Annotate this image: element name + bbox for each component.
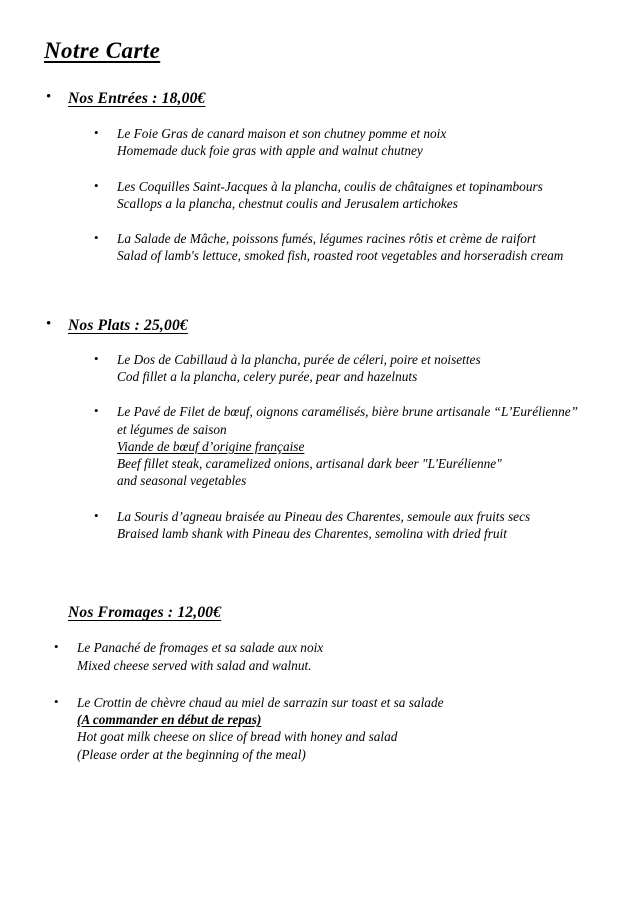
bullet-icon: • bbox=[94, 230, 99, 246]
page-title: Notre Carte bbox=[44, 38, 161, 63]
item-line-en: Scallops a la plancha, chestnut coulis and Jerusalem artichokes bbox=[117, 195, 458, 211]
menu-item bbox=[50, 639, 600, 674]
item-line-fr: Le Foie Gras de canard maison et son chutney pomme et noix bbox=[117, 126, 447, 141]
section-heading-entrees-text: Nos Entrées : 18,00€ bbox=[68, 90, 206, 107]
item-line-fr: Les Coquilles Saint-Jacques à la plancha, coulis de châtaignes et topinambours bbox=[117, 178, 543, 194]
bullet-icon: • bbox=[94, 507, 99, 523]
menu-item bbox=[50, 694, 600, 763]
item-line-fr: Le Dos de Cabillaud à la plancha, purée de céleri, poire et noisettes bbox=[117, 351, 481, 367]
section-heading-fromages bbox=[38, 604, 600, 622]
bullet-icon: • bbox=[46, 89, 52, 105]
item-line-order-note-fr: (A commander en début de repas) bbox=[77, 712, 262, 728]
item-line-fr: Le Crottin de chèvre chaud au miel de sarrazin sur toast et sa salade bbox=[77, 694, 444, 710]
item-line-en: Beef fillet steak, caramelized onions, artisanal dark beer "L'Eurélienne" bbox=[117, 456, 502, 472]
menu-item bbox=[90, 230, 600, 265]
section-heading-fromages-text: Nos Fromages : 12,00€ bbox=[68, 604, 222, 622]
item-line-fr-cont: et légumes de saison bbox=[117, 421, 227, 437]
item-line-fr: La Souris d’agneau braisée au Pineau des Charentes, semoule aux fruits secs bbox=[117, 508, 531, 524]
bullet-icon: • bbox=[94, 177, 99, 193]
item-line-fr: La Salade de Mâche, poissons fumés, légumes racines rôtis et crème de raifort bbox=[117, 231, 536, 247]
menu-item bbox=[90, 125, 600, 160]
bullet-icon: • bbox=[94, 350, 99, 366]
menu-item bbox=[90, 508, 600, 543]
bullet-icon: • bbox=[54, 639, 59, 655]
item-line-fr: Le Panaché de fromages et sa salade aux noix bbox=[77, 640, 324, 656]
menu-items-entrees bbox=[90, 125, 600, 265]
bullet-icon: • bbox=[94, 125, 99, 140]
menu-item bbox=[90, 178, 600, 213]
item-line-en: Homemade duck foie gras with apple and walnut chutney bbox=[117, 143, 423, 159]
item-line-en: Cod fillet a la plancha, celery purée, pear and hazelnuts bbox=[117, 368, 418, 384]
section-heading-plats-text: Nos Plats : 25,00€ bbox=[68, 316, 188, 334]
bullet-icon: • bbox=[54, 693, 59, 709]
item-line-origin-note: Viande de bœuf d’origine française bbox=[117, 438, 305, 454]
item-line-en: Hot goat milk cheese on slice of bread with honey and salad bbox=[77, 729, 398, 745]
item-line-order-note-en: (Please order at the beginning of the meal) bbox=[77, 746, 306, 762]
menu-items-fromages bbox=[50, 639, 600, 763]
section-heading-entrees bbox=[38, 90, 600, 108]
item-line-en: Salad of lamb's lettuce, smoked fish, roasted root vegetables and horseradish cream bbox=[117, 248, 564, 264]
item-line-en: Braised lamb shank with Pineau des Charentes, semolina with dried fruit bbox=[117, 525, 507, 541]
menu-item bbox=[90, 403, 600, 489]
item-line-en: Mixed cheese served with salad and walnut. bbox=[77, 657, 312, 673]
menu-item bbox=[90, 351, 600, 386]
bullet-icon: • bbox=[46, 315, 52, 332]
item-line-fr: Le Pavé de Filet de bœuf, oignons caramélisés, bière brune artisanale “L’Eurélienne” bbox=[117, 404, 579, 420]
item-line-en-cont: and seasonal vegetables bbox=[117, 473, 247, 489]
section-heading-plats bbox=[38, 317, 600, 335]
bullet-icon: • bbox=[94, 403, 99, 419]
menu-items-plats bbox=[90, 351, 600, 543]
